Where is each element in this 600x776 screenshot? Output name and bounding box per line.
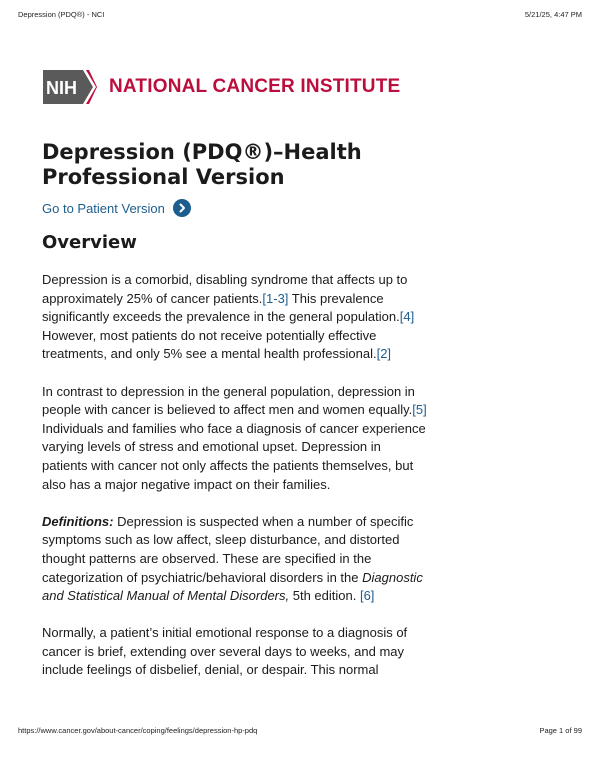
print-footer	[18, 726, 582, 738]
print-header-datetime: 5/21/25, 4:47 PM	[524, 10, 582, 19]
paragraph-1	[42, 271, 428, 364]
section-heading-overview: Overview	[42, 232, 137, 253]
definitions-label: Definitions:	[42, 513, 114, 529]
reference-link[interactable]: [5]	[412, 402, 427, 418]
paragraph-text: Depression is suspected when a number of specific symptoms such as low affect, sleep disturbance, and distorted thought patterns are observed. These are specified in the categorization of psychiatric/behavioral disorders in the	[42, 513, 414, 585]
article-body	[42, 271, 428, 699]
paragraph-text: This prevalence significantly exceeds the prevalence in the general population.	[42, 290, 400, 325]
paragraph-4	[42, 624, 428, 680]
nci-logo-text: NATIONAL CANCER INSTITUTE	[109, 76, 401, 97]
reference-link[interactable]: [1-3]	[262, 290, 289, 306]
patient-version-link[interactable]	[42, 199, 191, 217]
reference-link[interactable]: [2]	[376, 346, 392, 362]
paragraph-2	[42, 383, 428, 495]
reference-link[interactable]: [4]	[399, 309, 415, 325]
patient-version-link-label: Go to Patient Version	[42, 200, 165, 216]
print-header-title: Depression (PDQ®) - NCI	[18, 10, 105, 19]
paragraph-text: Normally, a patient’s initial emotional response to a diagnosis of cancer is brief, extending over several days to weeks, and may include feelings of disbelief, denial, or despair. This normal	[42, 625, 408, 678]
paragraph-text: Depression is a comorbid, disabling syndrome that affects up to approximately 25% of cancer patients.	[42, 272, 408, 306]
nci-logo[interactable]	[43, 70, 400, 104]
nih-logo-icon	[43, 70, 97, 104]
paragraph-text: 5th edition.	[289, 588, 360, 604]
print-footer-page: Page 1 of 99	[539, 726, 582, 735]
paragraph-text: However, most patients do not receive potentially effective treatments, and only 5% see a mental health professional.	[42, 327, 377, 362]
page-title: Depression (PDQ®)–Health Professional Version	[42, 140, 362, 189]
paragraph-text: Individuals and families who face a diagnosis of cancer experience varying levels of stress and emotional upset. Depression in patients with cancer not only affects the patients themselves, but also has a major negative impact on their families.	[42, 420, 426, 492]
reference-link[interactable]: [6]	[359, 588, 375, 604]
manual-title: Diagnostic and Statistical Manual of Mental Disorders,	[42, 569, 423, 604]
paragraph-text: In contrast to depression in the general population, depression in people with cancer is believed to affect men and women equally.	[42, 383, 415, 418]
chevron-right-circle-icon	[173, 199, 191, 217]
nih-abbrev: NIH	[46, 78, 77, 98]
paragraph-3	[42, 513, 428, 606]
print-footer-url: https://www.cancer.gov/about-cancer/coping/feelings/depression-hp-pdq	[18, 726, 258, 735]
print-header	[18, 10, 582, 24]
